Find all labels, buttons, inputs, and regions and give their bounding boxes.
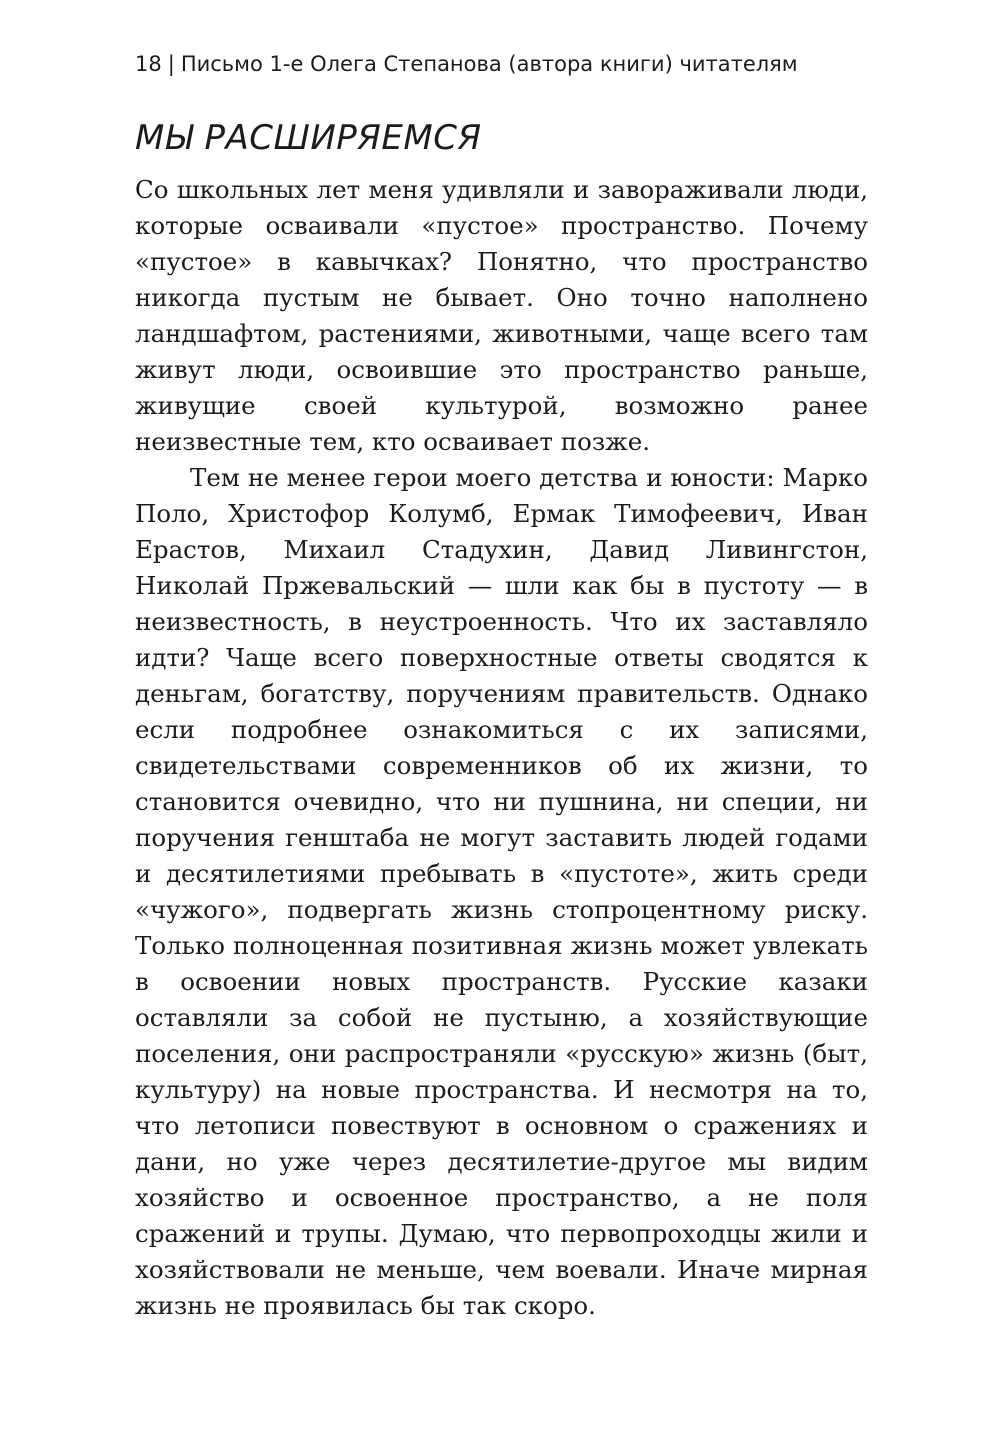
paragraph: Со школьных лет меня удивляли и завораживали люди, которые осваивали «пустое» пространство. Почему «пустое» в кавычках? Понятно, что пространство никогда пустым не бывает. Оно точно наполнено ландшафтом, растениями, животными, чаще всего там живут люди, освоившие это пространство раньше, живущие своей культурой, возможно ранее неизвестные тем, кто осваивает позже. xyxy=(135,175,868,456)
running-title: Письмо 1-е Олега Степанова (автора книги) читателям xyxy=(180,52,798,76)
paragraph: Тем не менее герои моего детства и юности: Марко Поло, Христофор Колумб, Ермак Тимофеевич, Иван Ерастов, Михаил Стадухин, Давид Ливингстон, Николай Пржевальский — шли как бы в пустоту — в неизвестность, в неустроенность. Что их заставляло идти? Чаще всего поверхностные ответы сводятся к деньгам, богатству, поручениям правительств. Однако если подробнее ознакомиться с их записями, свидетельствами современников об их жизни, то становится очевидно, что ни пушнина, ни специи, ни поручения генштаба не могут заставить людей годами и десятилетиями пребывать в «пустоте», жить среди «чужого», подвергать жизнь стопроцентному риску. Только полноценная позитивная жизнь может увлекать в освоении новых пространств. Русские казаки оставляли за собой не пустыню, а хозяйствующие поселения, они распространяли «русскую» жизнь (быт, культуру) на новые пространства. И несмотря на то, что летописи повествуют в основном о сражениях и дани, но уже через десятилетие-другое мы видим хозяйство и освоенное пространство, а не поля сражений и трупы. Думаю, что первопроходцы жили и хозяйствовали не меньше, чем воевали. Иначе мирная жизнь не проявилась бы так скоро. xyxy=(135,463,868,1320)
running-header xyxy=(135,52,895,76)
page-number: 18 xyxy=(135,52,162,76)
header-separator: | xyxy=(167,52,175,76)
body-text xyxy=(135,172,868,1324)
section-title: МЫ РАСШИРЯЕМСЯ xyxy=(135,118,482,158)
